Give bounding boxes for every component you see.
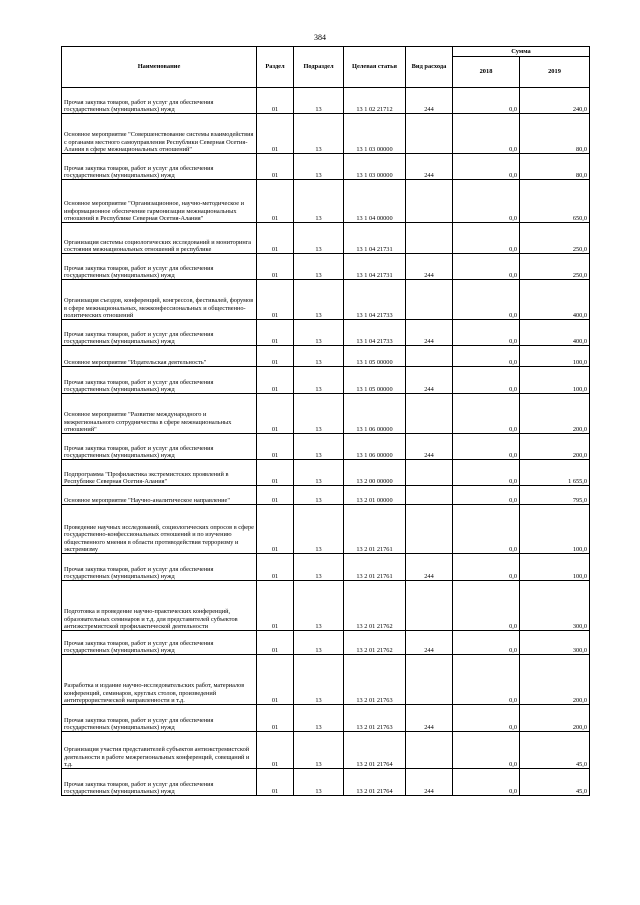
row-sum-2018: 0,0 xyxy=(453,705,520,732)
row-sum-2018: 0,0 xyxy=(453,320,520,346)
row-sum-2019: 795,0 xyxy=(520,486,590,505)
row-name: Основное мероприятие "Развитие международного и межрегионального сотрудничества в сфере межнациональных отношений" xyxy=(62,394,257,434)
row-sum-2018: 0,0 xyxy=(453,769,520,796)
table-row xyxy=(62,460,590,486)
row-vid xyxy=(406,505,453,554)
row-target: 13 1 05 00000 xyxy=(344,367,406,394)
row-razdel: 01 xyxy=(257,114,294,154)
row-podrazdel: 13 xyxy=(294,88,344,114)
row-sum-2018: 0,0 xyxy=(453,223,520,254)
table-row xyxy=(62,367,590,394)
row-razdel: 01 xyxy=(257,631,294,655)
row-sum-2019: 100,0 xyxy=(520,346,590,367)
row-podrazdel: 13 xyxy=(294,769,344,796)
row-target: 13 1 02 21712 xyxy=(344,88,406,114)
header-name: Наименование xyxy=(62,47,257,88)
row-name: Прочая закупка товаров, работ и услуг для обеспечения государственных (муниципальных) нужд xyxy=(62,367,257,394)
row-razdel: 01 xyxy=(257,254,294,280)
table-row xyxy=(62,320,590,346)
row-sum-2019: 45,0 xyxy=(520,732,590,769)
row-name: Прочая закупка товаров, работ и услуг для обеспечения государственных (муниципальных) нужд xyxy=(62,88,257,114)
row-podrazdel: 13 xyxy=(294,280,344,320)
row-sum-2019: 400,0 xyxy=(520,280,590,320)
row-sum-2018: 0,0 xyxy=(453,180,520,223)
row-vid xyxy=(406,486,453,505)
row-target: 13 2 01 21764 xyxy=(344,732,406,769)
row-name: Проведение научных исследований, социологических опросов в сфере государственно-конфессиональных отношений и по изучению общественного мнения в области противодействия терроризму и экстремизму xyxy=(62,505,257,554)
table-row xyxy=(62,114,590,154)
header-summa: Сумма xyxy=(453,47,590,57)
row-sum-2018: 0,0 xyxy=(453,394,520,434)
header-year-2018: 2018 xyxy=(453,57,520,88)
row-target: 13 2 01 21763 xyxy=(344,655,406,705)
row-target: 13 1 03 00000 xyxy=(344,154,406,180)
row-sum-2018: 0,0 xyxy=(453,88,520,114)
row-podrazdel: 13 xyxy=(294,460,344,486)
row-razdel: 01 xyxy=(257,554,294,581)
row-podrazdel: 13 xyxy=(294,732,344,769)
row-name: Подпрограмма "Профилактика экстремистских проявлений в Республике Северная Осетия-Алания" xyxy=(62,460,257,486)
row-razdel: 01 xyxy=(257,434,294,460)
row-name: Организация участия представителей субъектов антиэкстремистской деятельности в работе межрегиональных конференций, совещаний и т.д. xyxy=(62,732,257,769)
row-sum-2019: 200,0 xyxy=(520,655,590,705)
row-podrazdel: 13 xyxy=(294,223,344,254)
row-podrazdel: 13 xyxy=(294,154,344,180)
row-razdel: 01 xyxy=(257,769,294,796)
row-target: 13 1 04 21733 xyxy=(344,280,406,320)
table-row xyxy=(62,655,590,705)
row-name: Основное мероприятие "Совершенствование системы взаимодействия с органами местного самоуправления Республики Северная Осетия-Алания в сфере межнациональных отношений" xyxy=(62,114,257,154)
row-vid xyxy=(406,223,453,254)
table-row xyxy=(62,505,590,554)
row-sum-2019: 400,0 xyxy=(520,320,590,346)
row-target: 13 1 04 21733 xyxy=(344,320,406,346)
row-razdel: 01 xyxy=(257,505,294,554)
row-razdel: 01 xyxy=(257,223,294,254)
row-target: 13 2 01 21762 xyxy=(344,631,406,655)
table-header xyxy=(62,47,590,88)
row-name: Основное мероприятие "Организационное, научно-методическое и информационное обеспечение гармонизации межнациональных отношений в Республике Северная Осетия-Алания" xyxy=(62,180,257,223)
row-name: Прочая закупка товаров, работ и услуг для обеспечения государственных (муниципальных) нужд xyxy=(62,320,257,346)
row-razdel: 01 xyxy=(257,88,294,114)
row-podrazdel: 13 xyxy=(294,394,344,434)
row-sum-2018: 0,0 xyxy=(453,486,520,505)
row-sum-2019: 1 655,0 xyxy=(520,460,590,486)
row-name: Прочая закупка товаров, работ и услуг для обеспечения государственных (муниципальных) нужд xyxy=(62,705,257,732)
row-target: 13 1 03 00000 xyxy=(344,114,406,154)
row-razdel: 01 xyxy=(257,655,294,705)
table-row xyxy=(62,434,590,460)
row-name: Прочая закупка товаров, работ и услуг для обеспечения государственных (муниципальных) нужд xyxy=(62,154,257,180)
row-sum-2019: 250,0 xyxy=(520,254,590,280)
row-sum-2019: 200,0 xyxy=(520,705,590,732)
row-razdel: 01 xyxy=(257,154,294,180)
row-sum-2019: 250,0 xyxy=(520,223,590,254)
row-sum-2018: 0,0 xyxy=(453,581,520,631)
row-podrazdel: 13 xyxy=(294,434,344,460)
row-sum-2018: 0,0 xyxy=(453,655,520,705)
table-row xyxy=(62,394,590,434)
row-sum-2019: 200,0 xyxy=(520,394,590,434)
row-vid xyxy=(406,732,453,769)
table-row xyxy=(62,554,590,581)
row-sum-2019: 200,0 xyxy=(520,434,590,460)
row-sum-2019: 80,0 xyxy=(520,114,590,154)
row-vid xyxy=(406,114,453,154)
row-podrazdel: 13 xyxy=(294,320,344,346)
row-name: Организация съездов, конференций, конгрессов, фестивалей, форумов в сфере межнациональных, межконфессиональных и общественно-политических отношений xyxy=(62,280,257,320)
row-razdel: 01 xyxy=(257,705,294,732)
table-row xyxy=(62,280,590,320)
table-body xyxy=(62,88,590,796)
table-row xyxy=(62,769,590,796)
row-vid xyxy=(406,180,453,223)
row-target: 13 2 01 21764 xyxy=(344,769,406,796)
table-row xyxy=(62,180,590,223)
row-vid: 244 xyxy=(406,769,453,796)
row-name: Основное мероприятие "Издательская деятельность" xyxy=(62,346,257,367)
row-sum-2019: 100,0 xyxy=(520,505,590,554)
row-sum-2019: 240,0 xyxy=(520,88,590,114)
row-podrazdel: 13 xyxy=(294,655,344,705)
row-razdel: 01 xyxy=(257,320,294,346)
table-row xyxy=(62,223,590,254)
row-podrazdel: 13 xyxy=(294,554,344,581)
row-target: 13 2 01 00000 xyxy=(344,486,406,505)
row-sum-2019: 300,0 xyxy=(520,631,590,655)
row-name: Разработка и издание научно-исследовательских работ, материалов конференций, семинаров, круглых столов, произведений антитеррористической направленности и т.д. xyxy=(62,655,257,705)
row-podrazdel: 13 xyxy=(294,254,344,280)
row-sum-2018: 0,0 xyxy=(453,346,520,367)
row-sum-2018: 0,0 xyxy=(453,154,520,180)
row-sum-2018: 0,0 xyxy=(453,554,520,581)
row-vid: 244 xyxy=(406,631,453,655)
row-vid: 244 xyxy=(406,705,453,732)
row-sum-2019: 100,0 xyxy=(520,554,590,581)
row-name: Прочая закупка товаров, работ и услуг для обеспечения государственных (муниципальных) нужд xyxy=(62,254,257,280)
row-razdel: 01 xyxy=(257,180,294,223)
row-vid: 244 xyxy=(406,554,453,581)
row-sum-2018: 0,0 xyxy=(453,732,520,769)
row-sum-2018: 0,0 xyxy=(453,434,520,460)
row-target: 13 1 06 00000 xyxy=(344,394,406,434)
row-vid xyxy=(406,581,453,631)
row-podrazdel: 13 xyxy=(294,346,344,367)
row-razdel: 01 xyxy=(257,460,294,486)
row-name: Подготовка и проведение научно-практических конференций, образовательных семинаров и т.д. для представителей субъектов антиэкстремистской профилактической деятельности xyxy=(62,581,257,631)
row-target: 13 2 01 21761 xyxy=(344,505,406,554)
table-row xyxy=(62,154,590,180)
row-sum-2019: 100,0 xyxy=(520,367,590,394)
row-vid xyxy=(406,655,453,705)
row-vid: 244 xyxy=(406,88,453,114)
row-podrazdel: 13 xyxy=(294,505,344,554)
row-razdel: 01 xyxy=(257,394,294,434)
row-target: 13 1 05 00000 xyxy=(344,346,406,367)
row-name: Организация системы социологических исследований и мониторинга состояния межнациональных отношений в республике xyxy=(62,223,257,254)
row-podrazdel: 13 xyxy=(294,581,344,631)
row-target: 13 1 04 21731 xyxy=(344,254,406,280)
row-name: Прочая закупка товаров, работ и услуг для обеспечения государственных (муниципальных) нужд xyxy=(62,434,257,460)
row-target: 13 2 01 21761 xyxy=(344,554,406,581)
row-podrazdel: 13 xyxy=(294,180,344,223)
row-sum-2018: 0,0 xyxy=(453,631,520,655)
row-sum-2018: 0,0 xyxy=(453,505,520,554)
row-podrazdel: 13 xyxy=(294,486,344,505)
row-vid xyxy=(406,460,453,486)
row-vid xyxy=(406,280,453,320)
header-podrazdel: Подраздел xyxy=(294,47,344,88)
row-target: 13 1 04 21731 xyxy=(344,223,406,254)
row-razdel: 01 xyxy=(257,732,294,769)
row-sum-2019: 300,0 xyxy=(520,581,590,631)
row-name: Прочая закупка товаров, работ и услуг для обеспечения государственных (муниципальных) нужд xyxy=(62,631,257,655)
row-sum-2018: 0,0 xyxy=(453,460,520,486)
row-razdel: 01 xyxy=(257,280,294,320)
table-row xyxy=(62,254,590,280)
row-razdel: 01 xyxy=(257,367,294,394)
row-podrazdel: 13 xyxy=(294,367,344,394)
row-podrazdel: 13 xyxy=(294,705,344,732)
row-sum-2018: 0,0 xyxy=(453,367,520,394)
row-target: 13 1 06 00000 xyxy=(344,434,406,460)
row-sum-2019: 650,0 xyxy=(520,180,590,223)
row-razdel: 01 xyxy=(257,581,294,631)
table-row xyxy=(62,346,590,367)
table-row xyxy=(62,88,590,114)
row-vid: 244 xyxy=(406,320,453,346)
row-sum-2018: 0,0 xyxy=(453,280,520,320)
row-vid xyxy=(406,346,453,367)
row-name: Прочая закупка товаров, работ и услуг для обеспечения государственных (муниципальных) нужд xyxy=(62,769,257,796)
row-sum-2019: 80,0 xyxy=(520,154,590,180)
row-target: 13 2 01 21763 xyxy=(344,705,406,732)
row-razdel: 01 xyxy=(257,346,294,367)
row-sum-2018: 0,0 xyxy=(453,114,520,154)
table-row xyxy=(62,705,590,732)
row-sum-2019: 45,0 xyxy=(520,769,590,796)
row-sum-2018: 0,0 xyxy=(453,254,520,280)
table-row xyxy=(62,486,590,505)
row-vid: 244 xyxy=(406,434,453,460)
table-row xyxy=(62,631,590,655)
row-name: Прочая закупка товаров, работ и услуг для обеспечения государственных (муниципальных) нужд xyxy=(62,554,257,581)
row-podrazdel: 13 xyxy=(294,114,344,154)
header-razdel: Раздел xyxy=(257,47,294,88)
header-year-2019: 2019 xyxy=(520,57,590,88)
budget-table xyxy=(61,46,590,796)
row-vid: 244 xyxy=(406,154,453,180)
header-vid: Вид расхода xyxy=(406,47,453,88)
table-row xyxy=(62,732,590,769)
page-number: 384 xyxy=(314,33,326,42)
row-podrazdel: 13 xyxy=(294,631,344,655)
row-name: Основное мероприятие "Научно-аналитическое направление" xyxy=(62,486,257,505)
row-target: 13 2 01 21762 xyxy=(344,581,406,631)
row-target: 13 2 00 00000 xyxy=(344,460,406,486)
table-row xyxy=(62,581,590,631)
row-vid: 244 xyxy=(406,367,453,394)
row-razdel: 01 xyxy=(257,486,294,505)
row-vid xyxy=(406,394,453,434)
row-vid: 244 xyxy=(406,254,453,280)
header-target: Целевая статья xyxy=(344,47,406,88)
row-target: 13 1 04 00000 xyxy=(344,180,406,223)
